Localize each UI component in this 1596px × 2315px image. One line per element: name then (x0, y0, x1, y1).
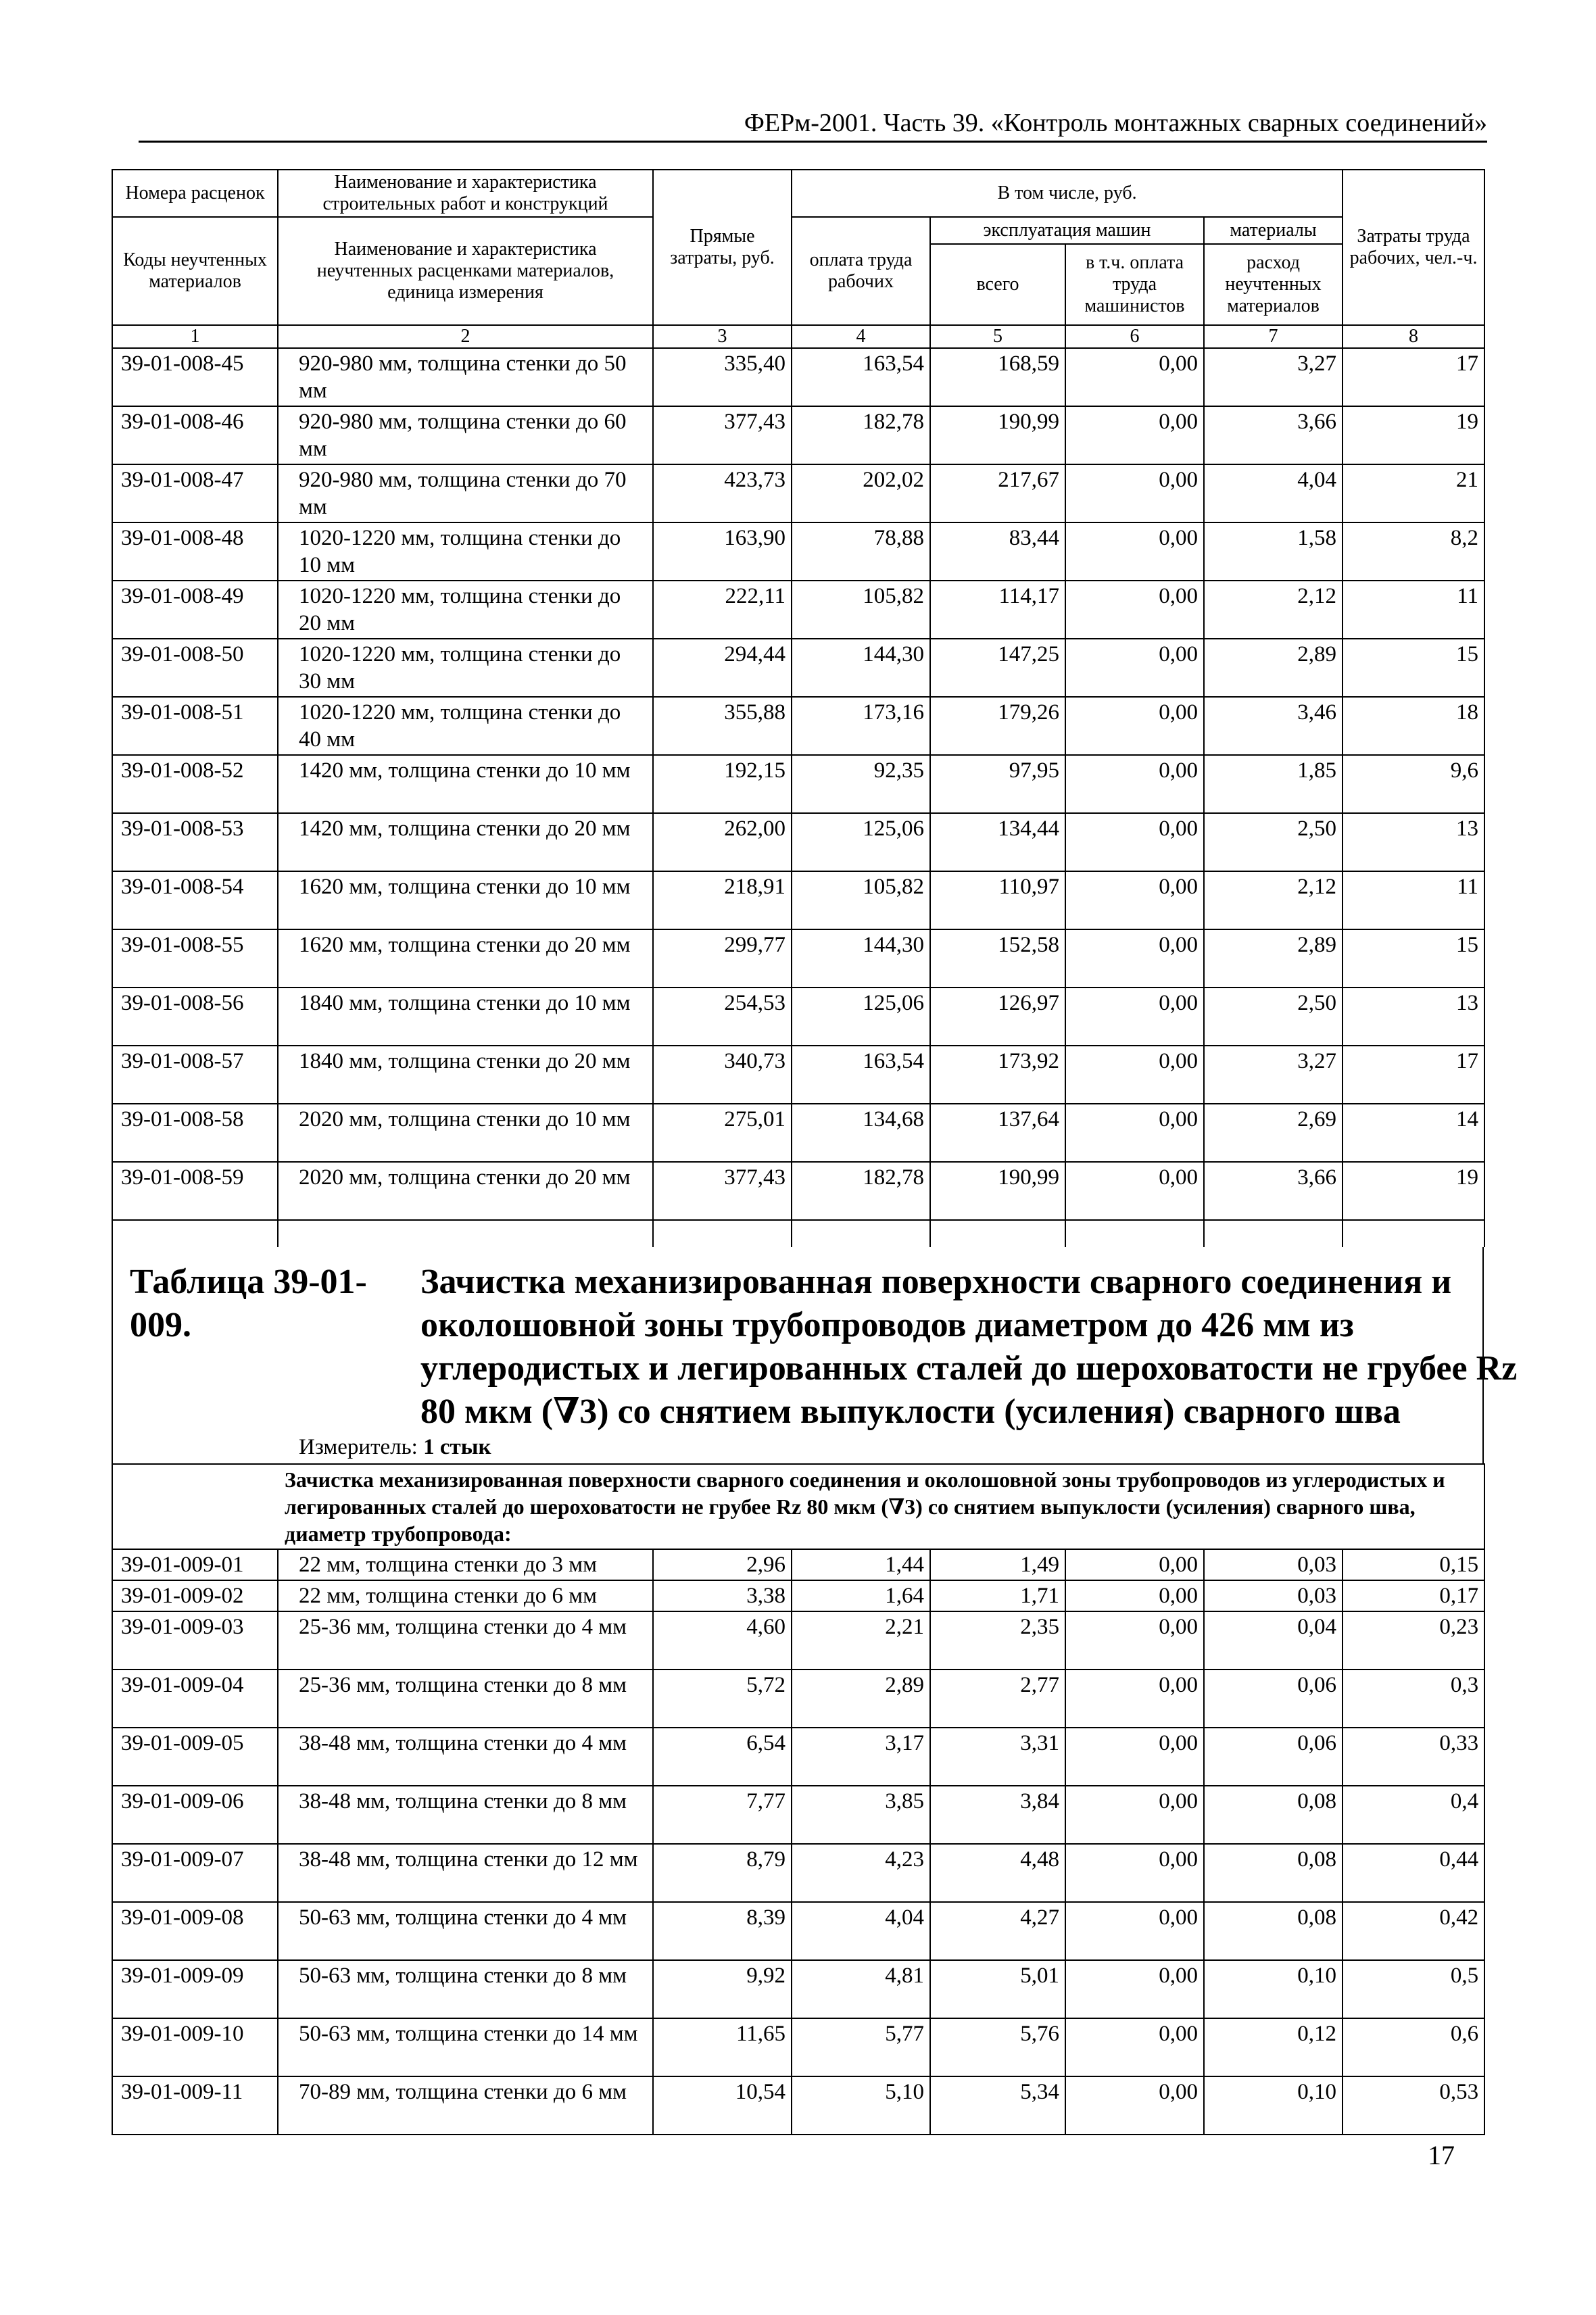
table-row (112, 406, 1484, 464)
direct-costs-cell: 423,73 (653, 464, 792, 522)
table-row (112, 348, 1484, 406)
rate-code-cell: 39-01-009-08 (112, 1902, 278, 1960)
material-consumption-cell: 4,04 (1204, 464, 1343, 522)
direct-costs-cell: 5,72 (653, 1670, 792, 1728)
machine-total-cell: 83,44 (930, 522, 1065, 581)
column-numbers (112, 325, 1484, 348)
header-works-name: Наименование и характеристика строительных работ и конструкций (278, 170, 653, 217)
work-name-cell: 1420 мм, толщина стенки до 20 мм (278, 813, 653, 871)
section-description: Зачистка механизированная поверхности сварного соединения и околошовной зоны трубопроводов из углеродистых и легированных сталей до шероховатости не грубее Rz 80 мкм (∇3) со снятием выпуклости (усиления) сварного шва, диаметр трубопровода: (278, 1464, 1484, 1549)
operator-pay-cell: 0,00 (1065, 1549, 1204, 1580)
material-consumption-cell: 2,50 (1204, 988, 1343, 1046)
work-name-cell: 25-36 мм, толщина стенки до 8 мм (278, 1670, 653, 1728)
material-consumption-cell: 0,06 (1204, 1728, 1343, 1786)
worker-pay-cell: 5,10 (792, 2076, 930, 2135)
table-row (112, 1162, 1484, 1220)
operator-pay-cell: 0,00 (1065, 1960, 1204, 2018)
material-consumption-cell: 3,46 (1204, 697, 1343, 755)
worker-pay-cell: 4,04 (792, 1902, 930, 1960)
table-row (112, 1104, 1484, 1162)
price-table-frame (112, 169, 1518, 2116)
machine-total-cell: 4,48 (930, 1844, 1065, 1902)
operator-pay-cell: 0,00 (1065, 755, 1204, 813)
header-material-consumption: расход неучтенных материалов (1204, 244, 1343, 325)
machine-total-cell: 5,76 (930, 2018, 1065, 2076)
labor-costs-cell: 0,5 (1343, 1960, 1484, 2018)
rate-code-cell: 39-01-008-46 (112, 406, 278, 464)
machine-total-cell: 190,99 (930, 1162, 1065, 1220)
operator-pay-cell: 0,00 (1065, 581, 1204, 639)
table-row (112, 1046, 1484, 1104)
rate-code-cell: 39-01-008-48 (112, 522, 278, 581)
machine-total-cell: 114,17 (930, 581, 1065, 639)
labor-costs-cell: 0,3 (1343, 1670, 1484, 1728)
operator-pay-cell: 0,00 (1065, 348, 1204, 406)
rate-code-cell: 39-01-009-07 (112, 1844, 278, 1902)
rate-code-cell: 39-01-009-03 (112, 1611, 278, 1670)
machine-total-cell: 126,97 (930, 988, 1065, 1046)
direct-costs-cell: 7,77 (653, 1786, 792, 1844)
work-name-cell: 50-63 мм, толщина стенки до 14 мм (278, 2018, 653, 2076)
table-row (112, 1670, 1484, 1728)
direct-costs-cell: 262,00 (653, 813, 792, 871)
header-operator-pay: в т.ч. оплата труда машинистов (1065, 244, 1204, 325)
table-body-a (112, 348, 1484, 1220)
page-number: 17 (1428, 2140, 1455, 2170)
labor-costs-cell: 8,2 (1343, 522, 1484, 581)
operator-pay-cell: 0,00 (1065, 464, 1204, 522)
operator-pay-cell: 0,00 (1065, 813, 1204, 871)
table-row (112, 2018, 1484, 2076)
header-direct-costs: Прямые затраты, руб. (653, 170, 792, 325)
price-table-a (112, 169, 1485, 1247)
labor-costs-cell: 14 (1343, 1104, 1484, 1162)
operator-pay-cell: 0,00 (1065, 1670, 1204, 1728)
material-consumption-cell: 0,03 (1204, 1580, 1343, 1611)
material-consumption-cell: 0,08 (1204, 1902, 1343, 1960)
material-consumption-cell: 2,50 (1204, 813, 1343, 871)
direct-costs-cell: 2,96 (653, 1549, 792, 1580)
header-materials-name: Наименование и характеристика неучтенных расценками материалов, единица измерения (278, 217, 653, 325)
work-name-cell: 920-980 мм, толщина стенки до 50 мм (278, 348, 653, 406)
direct-costs-cell: 254,53 (653, 988, 792, 1046)
labor-costs-cell: 11 (1343, 871, 1484, 929)
table-row (112, 988, 1484, 1046)
table-row (112, 1549, 1484, 1580)
machine-total-cell: 4,27 (930, 1902, 1065, 1960)
rate-code-cell: 39-01-008-59 (112, 1162, 278, 1220)
rate-code-cell: 39-01-009-06 (112, 1786, 278, 1844)
labor-costs-cell: 13 (1343, 813, 1484, 871)
table-row (112, 522, 1484, 581)
direct-costs-cell: 294,44 (653, 639, 792, 697)
material-consumption-cell: 2,89 (1204, 929, 1343, 988)
rate-code-cell: 39-01-008-47 (112, 464, 278, 522)
column-number: 3 (653, 325, 792, 348)
material-consumption-cell: 0,10 (1204, 1960, 1343, 2018)
direct-costs-cell: 340,73 (653, 1046, 792, 1104)
labor-costs-cell: 15 (1343, 639, 1484, 697)
material-consumption-cell: 0,06 (1204, 1670, 1343, 1728)
column-number: 5 (930, 325, 1065, 348)
page-header-title: ФЕРм-2001. Часть 39. «Контроль монтажных сварных соединений» (744, 109, 1487, 137)
machine-total-cell: 110,97 (930, 871, 1065, 929)
work-name-cell: 38-48 мм, толщина стенки до 4 мм (278, 1728, 653, 1786)
column-number: 1 (112, 325, 278, 348)
operator-pay-cell: 0,00 (1065, 697, 1204, 755)
rate-code-cell: 39-01-008-58 (112, 1104, 278, 1162)
unit-value: 1 стык (423, 1435, 491, 1459)
table-title-line: 80 мкм (∇3) со снятием выпуклости (усиления) сварного шва (420, 1392, 1401, 1431)
worker-pay-cell: 3,85 (792, 1786, 930, 1844)
worker-pay-cell: 2,89 (792, 1670, 930, 1728)
rate-code-cell: 39-01-008-53 (112, 813, 278, 871)
operator-pay-cell: 0,00 (1065, 406, 1204, 464)
material-consumption-cell: 0,12 (1204, 2018, 1343, 2076)
labor-costs-cell: 9,6 (1343, 755, 1484, 813)
worker-pay-cell: 3,17 (792, 1728, 930, 1786)
worker-pay-cell: 202,02 (792, 464, 930, 522)
direct-costs-cell: 11,65 (653, 2018, 792, 2076)
header-machine-operation: эксплуатация машин (930, 217, 1204, 244)
work-name-cell: 920-980 мм, толщина стенки до 60 мм (278, 406, 653, 464)
material-consumption-cell: 2,12 (1204, 581, 1343, 639)
labor-costs-cell: 18 (1343, 697, 1484, 755)
table-row (112, 1902, 1484, 1960)
material-consumption-cell: 2,89 (1204, 639, 1343, 697)
operator-pay-cell: 0,00 (1065, 2018, 1204, 2076)
work-name-cell: 1840 мм, толщина стенки до 10 мм (278, 988, 653, 1046)
operator-pay-cell: 0,00 (1065, 1844, 1204, 1902)
rate-code-cell: 39-01-008-57 (112, 1046, 278, 1104)
machine-total-cell: 147,25 (930, 639, 1065, 697)
operator-pay-cell: 0,00 (1065, 1046, 1204, 1104)
material-consumption-cell: 3,27 (1204, 348, 1343, 406)
table-row (112, 1844, 1484, 1902)
header-worker-pay: оплата труда рабочих (792, 217, 930, 325)
rate-code-cell: 39-01-009-05 (112, 1728, 278, 1786)
column-number: 2 (278, 325, 653, 348)
worker-pay-cell: 1,64 (792, 1580, 930, 1611)
table-row (112, 639, 1484, 697)
column-number: 4 (792, 325, 930, 348)
operator-pay-cell: 0,00 (1065, 1728, 1204, 1786)
machine-total-cell: 97,95 (930, 755, 1065, 813)
labor-costs-cell: 0,53 (1343, 2076, 1484, 2135)
labor-costs-cell: 21 (1343, 464, 1484, 522)
table-title (130, 1261, 1518, 1431)
direct-costs-cell: 275,01 (653, 1104, 792, 1162)
operator-pay-cell: 0,00 (1065, 988, 1204, 1046)
direct-costs-cell: 218,91 (653, 871, 792, 929)
material-consumption-cell: 0,04 (1204, 1611, 1343, 1670)
table-number: Таблица 39-01-009. (130, 1263, 367, 1344)
table-row (112, 1786, 1484, 1844)
worker-pay-cell: 173,16 (792, 697, 930, 755)
rate-code-cell: 39-01-008-55 (112, 929, 278, 988)
labor-costs-cell: 0,6 (1343, 2018, 1484, 2076)
work-name-cell: 1020-1220 мм, толщина стенки до 10 мм (278, 522, 653, 581)
work-name-cell: 1840 мм, толщина стенки до 20 мм (278, 1046, 653, 1104)
work-name-cell: 22 мм, толщина стенки до 3 мм (278, 1549, 653, 1580)
labor-costs-cell: 11 (1343, 581, 1484, 639)
worker-pay-cell: 1,44 (792, 1549, 930, 1580)
operator-pay-cell: 0,00 (1065, 871, 1204, 929)
column-number: 6 (1065, 325, 1204, 348)
operator-pay-cell: 0,00 (1065, 1786, 1204, 1844)
direct-costs-cell: 377,43 (653, 406, 792, 464)
header-machine-total: всего (930, 244, 1065, 325)
rate-code-cell: 39-01-008-54 (112, 871, 278, 929)
direct-costs-cell: 9,92 (653, 1960, 792, 2018)
labor-costs-cell: 19 (1343, 1162, 1484, 1220)
table-row (112, 929, 1484, 988)
rate-code-cell: 39-01-009-09 (112, 1960, 278, 2018)
worker-pay-cell: 105,82 (792, 871, 930, 929)
table-title-block (112, 1247, 1518, 1463)
worker-pay-cell: 144,30 (792, 929, 930, 988)
table-title-line: углеродистых и легированных сталей до шероховатости не грубее Rz (420, 1349, 1518, 1388)
worker-pay-cell: 182,78 (792, 406, 930, 464)
material-consumption-cell: 3,27 (1204, 1046, 1343, 1104)
machine-total-cell: 2,77 (930, 1670, 1065, 1728)
worker-pay-cell: 163,54 (792, 348, 930, 406)
material-consumption-cell: 0,08 (1204, 1844, 1343, 1902)
table-header (112, 170, 1484, 325)
machine-total-cell: 190,99 (930, 406, 1065, 464)
direct-costs-cell: 4,60 (653, 1611, 792, 1670)
column-number: 7 (1204, 325, 1343, 348)
operator-pay-cell: 0,00 (1065, 2076, 1204, 2135)
work-name-cell: 50-63 мм, толщина стенки до 4 мм (278, 1902, 653, 1960)
work-name-cell: 1620 мм, толщина стенки до 20 мм (278, 929, 653, 988)
labor-costs-cell: 0,4 (1343, 1786, 1484, 1844)
worker-pay-cell: 125,06 (792, 813, 930, 871)
work-name-cell: 1020-1220 мм, толщина стенки до 30 мм (278, 639, 653, 697)
direct-costs-cell: 163,90 (653, 522, 792, 581)
unit-of-measure (299, 1435, 491, 1460)
work-name-cell: 70-89 мм, толщина стенки до 6 мм (278, 2076, 653, 2135)
material-consumption-cell: 2,12 (1204, 871, 1343, 929)
rate-code-cell: 39-01-008-51 (112, 697, 278, 755)
work-name-cell: 2020 мм, толщина стенки до 10 мм (278, 1104, 653, 1162)
work-name-cell: 920-980 мм, толщина стенки до 70 мм (278, 464, 653, 522)
labor-costs-cell: 19 (1343, 406, 1484, 464)
machine-total-cell: 137,64 (930, 1104, 1065, 1162)
machine-total-cell: 179,26 (930, 697, 1065, 755)
material-consumption-cell: 0,03 (1204, 1549, 1343, 1580)
direct-costs-cell: 3,38 (653, 1580, 792, 1611)
rate-code-cell: 39-01-008-56 (112, 988, 278, 1046)
machine-total-cell: 5,01 (930, 1960, 1065, 2018)
worker-pay-cell: 5,77 (792, 2018, 930, 2076)
material-consumption-cell: 0,10 (1204, 2076, 1343, 2135)
labor-costs-cell: 13 (1343, 988, 1484, 1046)
machine-total-cell: 3,84 (930, 1786, 1065, 1844)
machine-total-cell: 168,59 (930, 348, 1065, 406)
rate-code-cell: 39-01-009-02 (112, 1580, 278, 1611)
direct-costs-cell: 299,77 (653, 929, 792, 988)
machine-total-cell: 1,71 (930, 1580, 1065, 1611)
table-title-line: околошовной зоны трубопроводов диаметром до 426 мм из (420, 1306, 1354, 1344)
price-table-b (112, 1463, 1485, 2135)
worker-pay-cell: 2,21 (792, 1611, 930, 1670)
operator-pay-cell: 0,00 (1065, 1902, 1204, 1960)
header-materials: материалы (1204, 217, 1343, 244)
header-including: В том числе, руб. (792, 170, 1343, 217)
unit-label: Измеритель: (299, 1435, 418, 1459)
table-body-b (112, 1549, 1484, 2135)
direct-costs-cell: 222,11 (653, 581, 792, 639)
table-row (112, 1728, 1484, 1786)
direct-costs-cell: 335,40 (653, 348, 792, 406)
operator-pay-cell: 0,00 (1065, 639, 1204, 697)
material-consumption-cell: 3,66 (1204, 1162, 1343, 1220)
table-row (112, 755, 1484, 813)
work-name-cell: 1420 мм, толщина стенки до 10 мм (278, 755, 653, 813)
column-number: 8 (1343, 325, 1484, 348)
operator-pay-cell: 0,00 (1065, 522, 1204, 581)
rate-code-cell: 39-01-009-11 (112, 2076, 278, 2135)
table-row (112, 1960, 1484, 2018)
worker-pay-cell: 182,78 (792, 1162, 930, 1220)
labor-costs-cell: 15 (1343, 929, 1484, 988)
labor-costs-cell: 0,17 (1343, 1580, 1484, 1611)
labor-costs-cell: 0,23 (1343, 1611, 1484, 1670)
header-rate-numbers: Номера расценок (112, 170, 278, 217)
labor-costs-cell: 17 (1343, 348, 1484, 406)
rate-code-cell: 39-01-009-10 (112, 2018, 278, 2076)
rate-code-cell: 39-01-008-49 (112, 581, 278, 639)
work-name-cell: 38-48 мм, толщина стенки до 12 мм (278, 1844, 653, 1902)
work-name-cell: 1620 мм, толщина стенки до 10 мм (278, 871, 653, 929)
header-material-codes: Коды неучтенных материалов (112, 217, 278, 325)
direct-costs-cell: 355,88 (653, 697, 792, 755)
page-header (139, 108, 1487, 143)
work-name-cell: 1020-1220 мм, толщина стенки до 40 мм (278, 697, 653, 755)
header-labor-costs: Затраты труда рабочих, чел.-ч. (1343, 170, 1484, 325)
rate-code-cell: 39-01-008-52 (112, 755, 278, 813)
operator-pay-cell: 0,00 (1065, 1162, 1204, 1220)
work-name-cell: 38-48 мм, толщина стенки до 8 мм (278, 1786, 653, 1844)
machine-total-cell: 5,34 (930, 2076, 1065, 2135)
machine-total-cell: 2,35 (930, 1611, 1065, 1670)
material-consumption-cell: 1,85 (1204, 755, 1343, 813)
material-consumption-cell: 2,69 (1204, 1104, 1343, 1162)
worker-pay-cell: 163,54 (792, 1046, 930, 1104)
work-name-cell: 2020 мм, толщина стенки до 20 мм (278, 1162, 653, 1220)
table-row (112, 464, 1484, 522)
labor-costs-cell: 0,44 (1343, 1844, 1484, 1902)
labor-costs-cell: 0,33 (1343, 1728, 1484, 1786)
table-row (112, 1611, 1484, 1670)
machine-total-cell: 173,92 (930, 1046, 1065, 1104)
machine-total-cell: 3,31 (930, 1728, 1065, 1786)
work-name-cell: 22 мм, толщина стенки до 6 мм (278, 1580, 653, 1611)
operator-pay-cell: 0,00 (1065, 929, 1204, 988)
worker-pay-cell: 144,30 (792, 639, 930, 697)
rate-code-cell: 39-01-008-45 (112, 348, 278, 406)
table-title-line: Зачистка механизированная поверхности сварного соединения и (420, 1263, 1452, 1301)
worker-pay-cell: 134,68 (792, 1104, 930, 1162)
table-row (112, 813, 1484, 871)
material-consumption-cell: 1,58 (1204, 522, 1343, 581)
operator-pay-cell: 0,00 (1065, 1104, 1204, 1162)
direct-costs-cell: 8,39 (653, 1902, 792, 1960)
direct-costs-cell: 8,79 (653, 1844, 792, 1902)
work-name-cell: 50-63 мм, толщина стенки до 8 мм (278, 1960, 653, 2018)
worker-pay-cell: 92,35 (792, 755, 930, 813)
worker-pay-cell: 78,88 (792, 522, 930, 581)
table-row (112, 871, 1484, 929)
labor-costs-cell: 0,15 (1343, 1549, 1484, 1580)
table-row (112, 1580, 1484, 1611)
worker-pay-cell: 4,81 (792, 1960, 930, 2018)
machine-total-cell: 217,67 (930, 464, 1065, 522)
worker-pay-cell: 125,06 (792, 988, 930, 1046)
work-name-cell: 25-36 мм, толщина стенки до 4 мм (278, 1611, 653, 1670)
operator-pay-cell: 0,00 (1065, 1611, 1204, 1670)
operator-pay-cell: 0,00 (1065, 1580, 1204, 1611)
rate-code-cell: 39-01-008-50 (112, 639, 278, 697)
table-row (112, 2076, 1484, 2135)
material-consumption-cell: 0,08 (1204, 1786, 1343, 1844)
machine-total-cell: 152,58 (930, 929, 1065, 988)
table-row (112, 697, 1484, 755)
direct-costs-cell: 10,54 (653, 2076, 792, 2135)
direct-costs-cell: 377,43 (653, 1162, 792, 1220)
material-consumption-cell: 3,66 (1204, 406, 1343, 464)
rate-code-cell: 39-01-009-01 (112, 1549, 278, 1580)
worker-pay-cell: 105,82 (792, 581, 930, 639)
direct-costs-cell: 192,15 (653, 755, 792, 813)
direct-costs-cell: 6,54 (653, 1728, 792, 1786)
work-name-cell: 1020-1220 мм, толщина стенки до 20 мм (278, 581, 653, 639)
machine-total-cell: 1,49 (930, 1549, 1065, 1580)
worker-pay-cell: 4,23 (792, 1844, 930, 1902)
labor-costs-cell: 0,42 (1343, 1902, 1484, 1960)
labor-costs-cell: 17 (1343, 1046, 1484, 1104)
table-row (112, 581, 1484, 639)
machine-total-cell: 134,44 (930, 813, 1065, 871)
rate-code-cell: 39-01-009-04 (112, 1670, 278, 1728)
